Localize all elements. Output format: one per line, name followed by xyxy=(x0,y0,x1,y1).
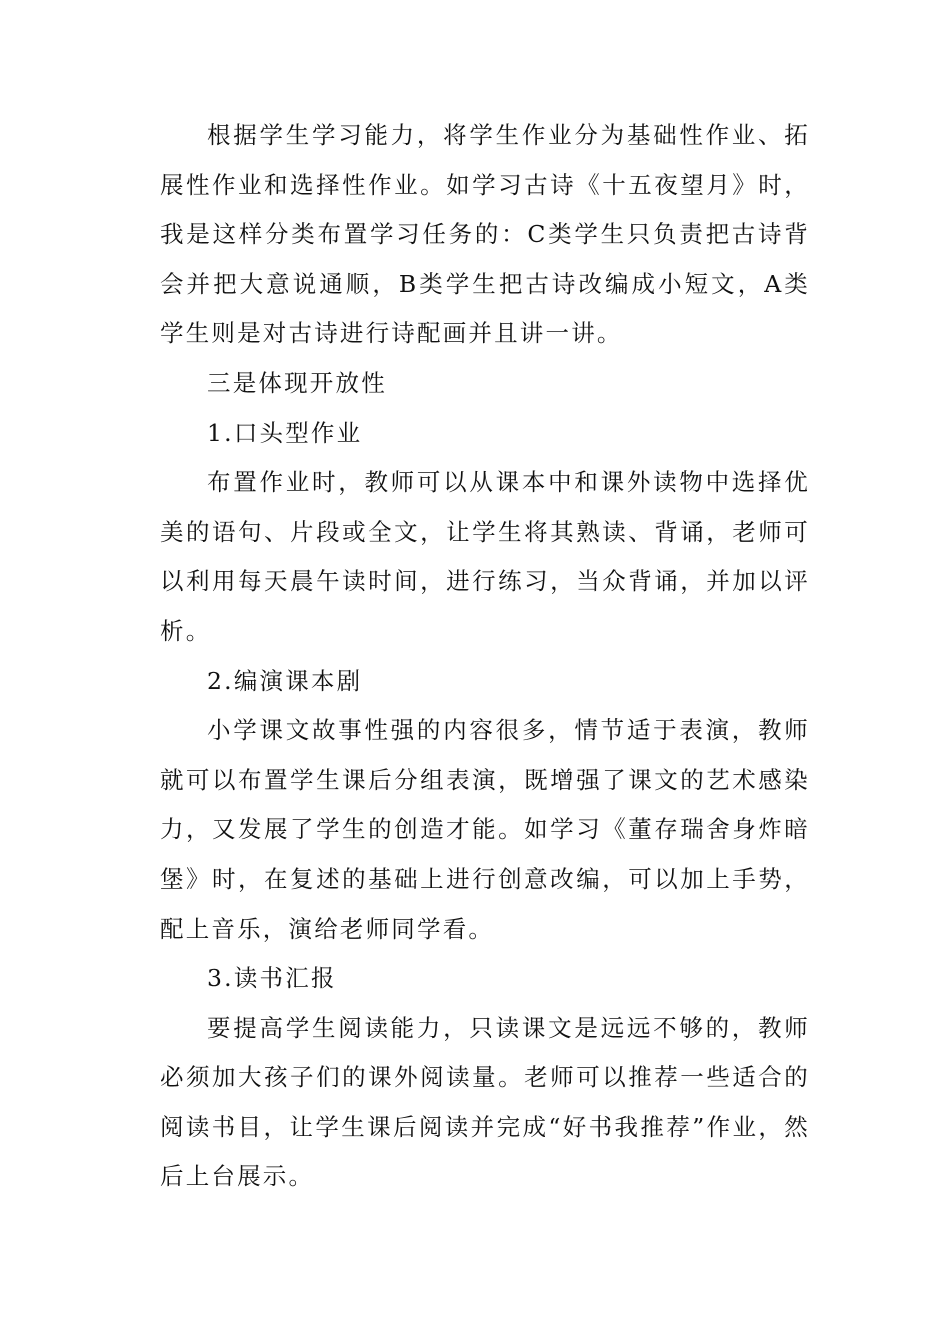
heading-textbook-drama: 2.编演课本剧 xyxy=(207,666,363,695)
paragraph-layered-homework: 根据学生学习能力，将学生作业分为基础性作业、拓展性作业和选择性作业。如学习古诗《十五夜望月》时，我是这样分类布置学习任务的：C类学生只负责把古诗背会并把大意说通顺，B类学生把古诗改编成小短文，A类学生则是对古诗进行诗配画并且讲一讲。 xyxy=(160,121,810,348)
paragraph-textbook-drama: 小学课文故事性强的内容很多，情节适于表演，教师就可以布置学生课后分组表演，既增强了课文的艺术感染力，又发展了学生的创造才能。如学习《董存瑞舍身炸暗堡》时，在复述的基础上进行创意改编，可以加上手势，配上音乐，演给老师同学看。 xyxy=(160,716,810,943)
heading-oral-homework: 1.口头型作业 xyxy=(207,418,363,447)
document-page xyxy=(160,111,810,1202)
paragraph-oral-homework: 布置作业时，教师可以从课本中和课外读物中选择优美的语句、片段或全文，让学生将其熟读、背诵，老师可以利用每天晨午读时间，进行练习，当众背诵，并加以评析。 xyxy=(160,468,810,645)
paragraph-reading-report: 要提高学生阅读能力，只读课文是远远不够的，教师必须加大孩子们的课外阅读量。老师可以推荐一些适合的阅读书目，让学生课后阅读并完成“好书我推荐”作业，然后上台展示。 xyxy=(160,1013,810,1191)
heading-openness: 三是体现开放性 xyxy=(207,368,387,397)
heading-reading-report: 3.读书汇报 xyxy=(207,964,337,993)
